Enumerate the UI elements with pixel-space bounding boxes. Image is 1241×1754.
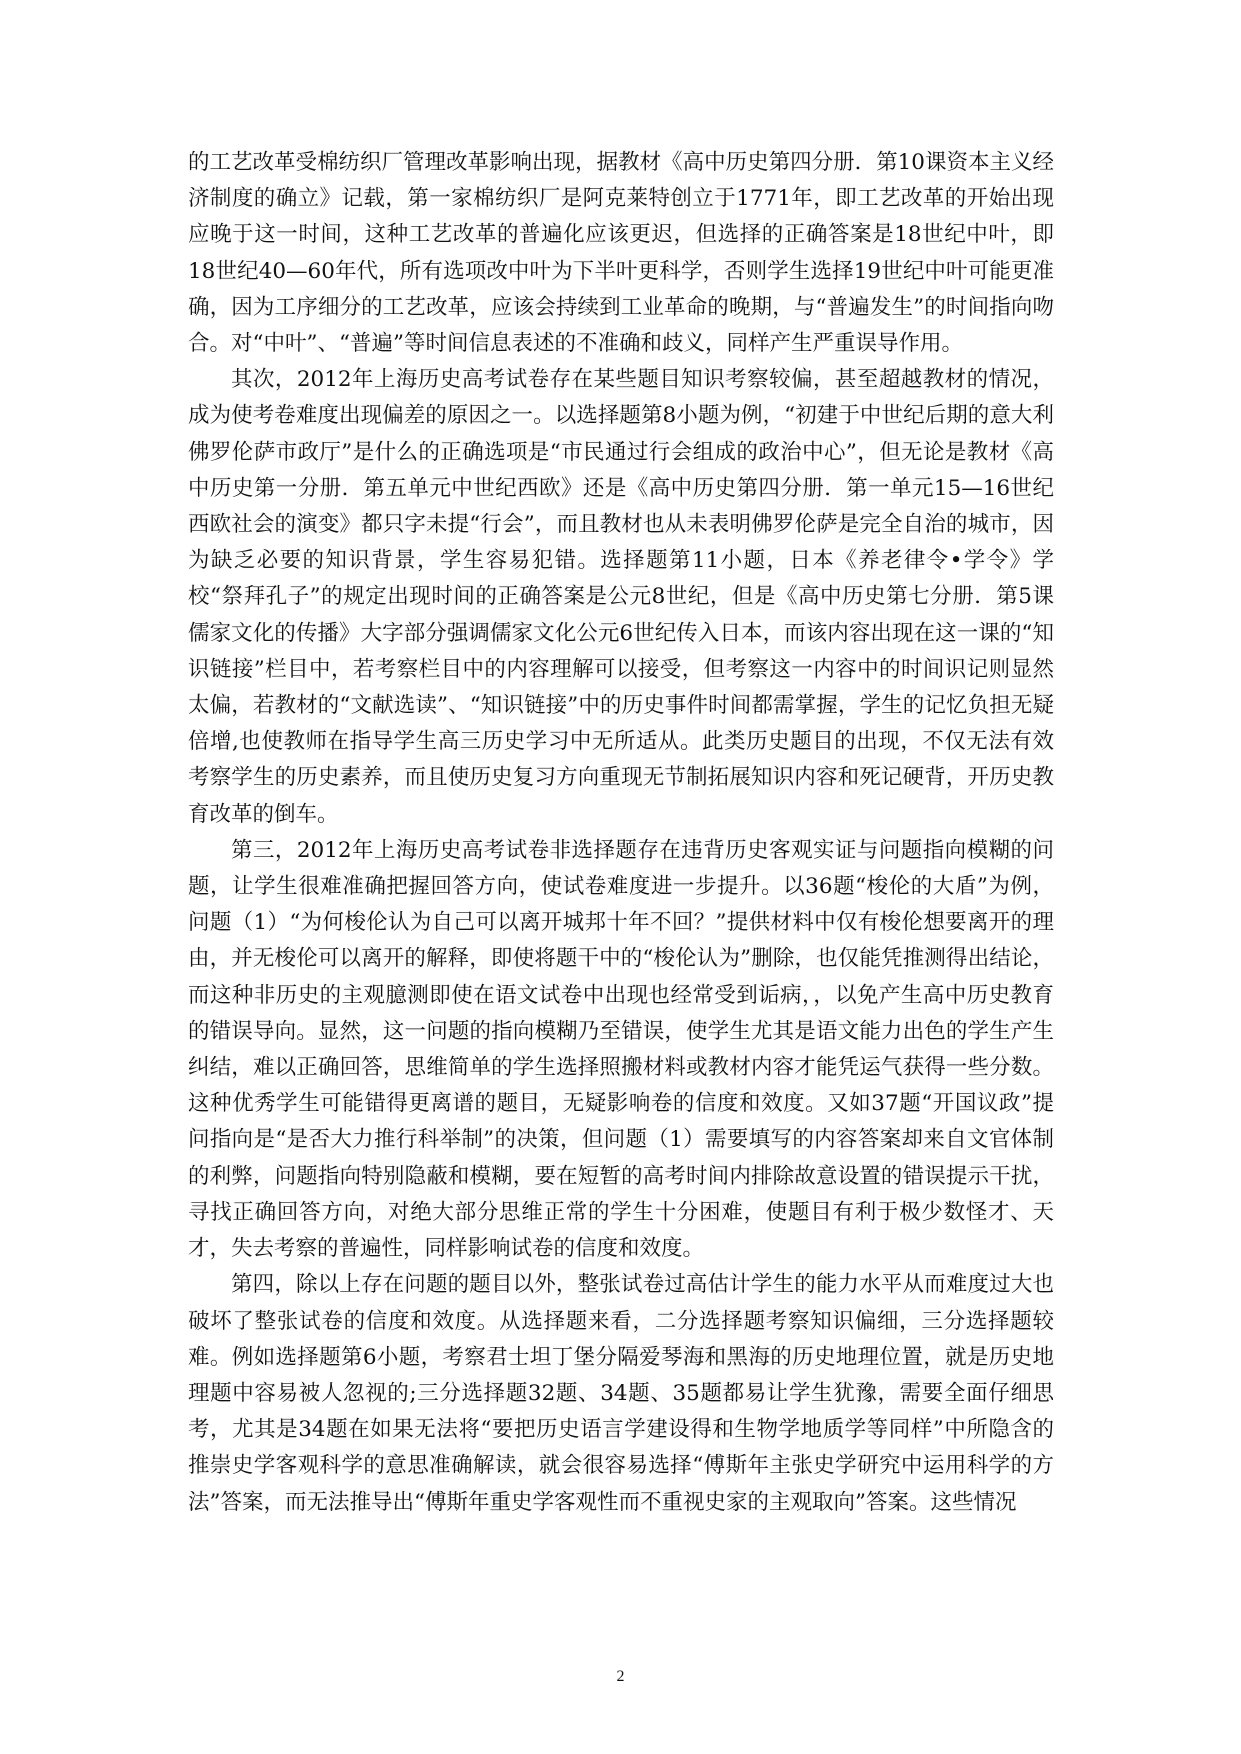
- paragraph-4: 第四，除以上存在问题的题目以外，整张试卷过高估计学生的能力水平从而难度过大也破坏了整张试卷的信度和效度。从选择题来看，二分选择题考察知识偏细，三分选择题较难。例如选择题第6小题，考察君士坦丁堡分隔爱琴海和黑海的历史地理位置，就是历史地理题中容易被人忽视的;三分选择题32题、34题、35题都易让学生犹豫，需要全面仔细思考，尤其是34题在如果无法将“要把历史语言学建设得和生物学地质学等同样”中所隐含的推崇史学客观科学的意思准确解读，就会很容易选择“傅斯年主张史学研究中运用科学的方法”答案，而无法推导出“傅斯年重史学客观性而不重视史家的主观取向”答案。这些情况: [188, 1272, 1054, 1515]
- paragraph-2: 其次，2012年上海历史高考试卷存在某些题目知识考察较偏，甚至超越教材的情况，成为使考卷难度出现偏差的原因之一。以选择题第8小题为例，“初建于中世纪后期的意大利佛罗伦萨市政厅”是什么的正确选项是“市民通过行会组成的政治中心”，但无论是教材《高中历史第一分册．第五单元中世纪西欧》还是《高中历史第四分册．第一单元15—16世纪西欧社会的演变》都只字未提“行会”，而且教材也从未表明佛罗伦萨是完全自治的城市，因为缺乏必要的知识背景，学生容易犯错。选择题第11小题，日本《养老律令•学令》学校“祭拜孔子”的规定出现时间的正确答案是公元8世纪，但是《高中历史第七分册．第5课儒家文化的传播》大字部分强调儒家文化公元6世纪传入日本，而该内容出现在这一课的“知识链接”栏目中，若考察栏目中的内容理解可以接受，但考察这一内容中的时间识记则显然太偏，若教材的“文献选读”、“知识链接”中的历史事件时间都需掌握，学生的记忆负担无疑倍增,也使教师在指导学生高三历史学习中无所适从。此类历史题目的出现，不仅无法有效考察学生的历史素养，而且使历史复习方向重现无节制拓展知识内容和死记硬背，开历史教育改革的倒车。: [188, 367, 1054, 827]
- page-number: 2: [616, 1668, 625, 1685]
- paragraph-3: 第三，2012年上海历史高考试卷非选择题存在违背历史客观实证与问题指向模糊的问题，让学生很难准确把握回答方向，使试卷难度进一步提升。以36题“梭伦的大盾”为例，问题（1）“为何梭伦认为自己可以离开城邦十年不回？”提供材料中仅有梭伦想要离开的理由，并无梭伦可以离开的解释，即使将题干中的“梭伦认为”删除，也仅能凭推测得出结论，而这种非历史的主观臆测即使在语文试卷中出现也经常受到诟病，，以免产生高中历史教育的错误导向。显然，这一问题的指向模糊乃至错误，使学生尤其是语文能力出色的学生产生纠结，难以正确回答，思维简单的学生选择照搬材料或教材内容才能凭运气获得一些分数。这种优秀学生可能错得更离谱的题目，无疑影响卷的信度和效度。又如37题“开国议政”提问指向是“是否大力推行科举制”的决策，但问题（1）需要填写的内容答案却来自文官体制的利弊，问题指向特别隐蔽和模糊，要在短暂的高考时间内排除故意设置的错误提示干扰，寻找正确回答方向，对绝大部分思维正常的学生十分困难，使题目有利于极少数怪才、天才，失去考察的普遍性，同样影响试卷的信度和效度。: [188, 837, 1054, 1262]
- paragraph-1: 的工艺改革受棉纺织厂管理改革影响出现，据教材《高中历史第四分册．第10课资本主义经济制度的确立》记载，第一家棉纺织厂是阿克莱特创立于1771年，即工艺改革的开始出现应晚于这一时间，这种工艺改革的普遍化应该更迟，但选择的正确答案是18世纪中叶，即18世纪40—60年代，所有选项改中叶为下半叶更科学，否则学生选择19世纪中叶可能更准确，因为工序细分的工艺改革，应该会持续到工业革命的晚期，与“普遍发生”的时间指向吻合。对“中叶”、“普遍”等时间信息表述的不准确和歧义，同样产生严重误导作用。: [188, 150, 1054, 357]
- body-text: [188, 145, 1054, 1521]
